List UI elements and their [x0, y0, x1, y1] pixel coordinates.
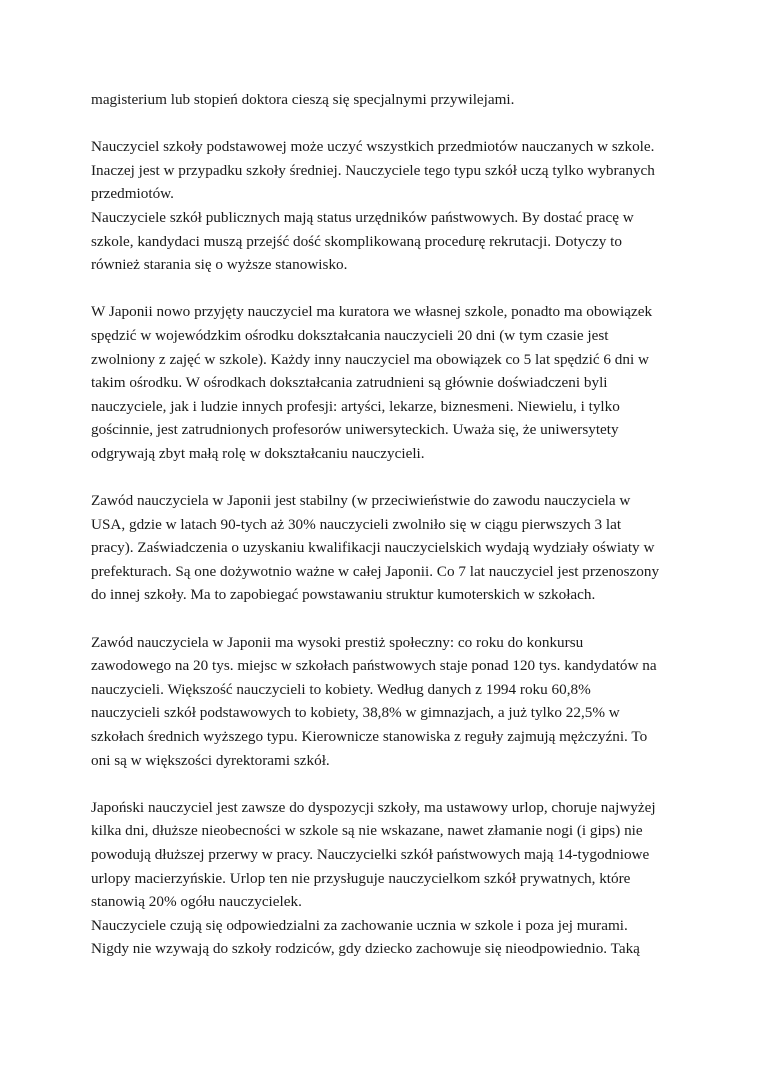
text-line: USA, gdzie w latach 90-tych aż 30% nauczycieli zwolniło się w ciągu pierwszych 3 lat [91, 515, 622, 533]
text-line: zwolniony z zajęć w szkole). Każdy inny nauczyciel ma obowiązek co 5 lat spędzić 6 dni w [91, 350, 649, 368]
text-line: Japoński nauczyciel jest zawsze do dyspozycji szkoły, ma ustawowy urlop, choruje najwyżej [91, 798, 656, 816]
text-line: nauczyciele, jak i ludzie innych profesji: artyści, lekarze, biznesmeni. Niewielu, i tylko [91, 397, 620, 415]
paragraph-6 [91, 796, 681, 961]
text-line: kilka dni, dłuższe nieobecności w szkole są nie wskazane, nawet złamanie nogi (i gips) nie [91, 822, 643, 840]
paragraph-4 [91, 489, 681, 607]
paragraph-3 [91, 300, 681, 465]
paragraph-1 [91, 88, 681, 112]
document-body [91, 88, 681, 961]
text-line: również starania się o wyższe stanowisko. [91, 256, 348, 274]
text-line: nauczycieli szkół podstawowych to kobiety, 38,8% w gimnazjach, a już tylko 22,5% w [91, 704, 620, 722]
text-line: Zawód nauczyciela w Japonii jest stabilny (w przeciwieństwie do zawodu nauczyciela w [91, 492, 631, 510]
text-line: przedmiotów. [91, 185, 174, 203]
text-line: pracy). Zaświadczenia o uzyskaniu kwalifikacji nauczycielskich wydają wydziały oświaty w [91, 539, 655, 557]
text-line: szkołach średnich wyższego typu. Kierownicze stanowiska z reguły zajmują mężczyźni. To [91, 728, 648, 746]
text-line: powodują dłuższej przerwy w pracy. Nauczycielki szkół państwowych mają 14-tygodniowe [91, 846, 650, 863]
text-line: stanowią 20% ogółu nauczycielek. [91, 893, 302, 911]
text-line: Inaczej jest w przypadku szkoły średniej. Nauczyciele tego typu szkół uczą tylko wybranych [91, 161, 655, 179]
text-line: Nauczyciele czują się odpowiedzialni za zachowanie ucznia w szkole i poza jej murami. [91, 916, 628, 934]
text-line: szkole, kandydaci muszą przejść dość skomplikowaną procedurę rekrutacji. Dotyczy to [91, 232, 622, 250]
paragraph-spacer [91, 466, 681, 490]
text-line: gościnnie, jest zatrudnionych profesorów uniwersyteckich. Uważa się, że uniwersytety [91, 421, 619, 439]
paragraph-5 [91, 631, 681, 773]
text-line: prefekturach. Są one dożywotnio ważne w całej Japonii. Co 7 lat nauczyciel jest przenoszony [91, 562, 660, 580]
text-line: Zawód nauczyciela w Japonii ma wysoki prestiż społeczny: co roku do konkursu [91, 633, 584, 651]
paragraph-2 [91, 135, 681, 277]
text-line: nauczycieli. Większość nauczycieli to kobiety. Według danych z 1994 roku 60,8% [91, 680, 591, 698]
paragraph-spacer [91, 112, 681, 136]
paragraph-spacer [91, 772, 681, 796]
paragraph-spacer [91, 277, 681, 301]
text-line: Nauczyciele szkół publicznych mają status urzędników państwowych. By dostać pracę w [91, 208, 634, 226]
text-line: magisterium lub stopień doktora cieszą się specjalnymi przywilejami. [91, 91, 515, 108]
text-line: do innej szkoły. Ma to zapobiegać powstawaniu struktur kumoterskich w szkołach. [91, 586, 596, 604]
text-line: takim ośrodku. W ośrodkach dokształcania zatrudnieni są głównie doświadczeni byli [91, 374, 608, 392]
text-line: odgrywają zbyt małą rolę w dokształcaniu nauczycieli. [91, 444, 425, 462]
text-line: spędzić w wojewódzkim ośrodku dokształcania nauczycieli 20 dni (w tym czasie jest [91, 326, 609, 344]
text-line: Nauczyciel szkoły podstawowej może uczyć wszystkich przedmiotów nauczanych w szkole. [91, 138, 655, 156]
text-line: W Japonii nowo przyjęty nauczyciel ma kuratora we własnej szkole, ponadto ma obowiązek [91, 303, 653, 321]
text-line: zawodowego na 20 tys. miejsc w szkołach państwowych staje ponad 120 tys. kandydatów na [91, 657, 657, 675]
text-line: Nigdy nie wzywają do szkoły rodziców, gdy dziecko zachowuje się nieodpowiednio. Taką [91, 940, 640, 958]
paragraph-spacer [91, 607, 681, 631]
text-line: oni są w większości dyrektorami szkół. [91, 751, 330, 769]
text-line: urlopy macierzyńskie. Urlop ten nie przysługuje nauczycielkom szkół prywatnych, które [91, 869, 631, 887]
